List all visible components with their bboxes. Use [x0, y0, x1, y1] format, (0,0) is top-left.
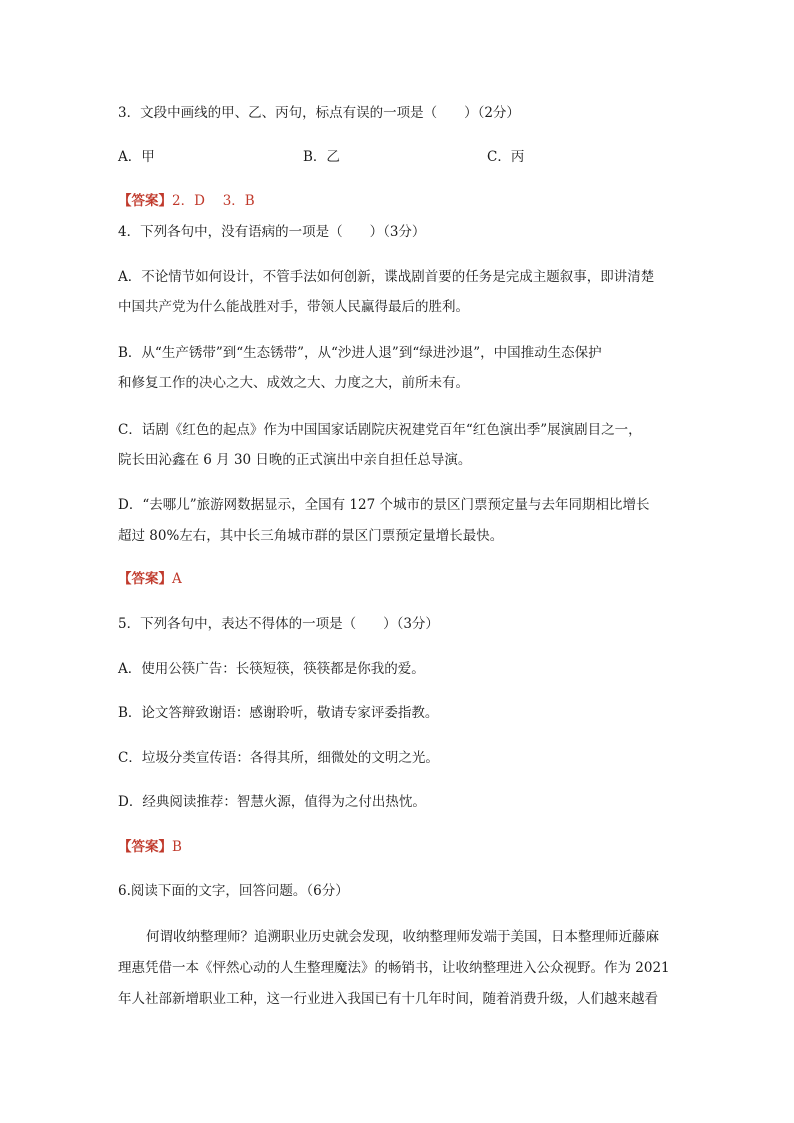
- question-3-option-a: A．甲: [118, 149, 155, 165]
- question-4-option-b-line2: 和修复工作的决心之大、成效之大、力度之大，前所未有。: [118, 375, 469, 391]
- question-4-option-c-line2: 院长田沁鑫在 6 月 30 日晚的正式演出中亲自担任总导演。: [118, 452, 472, 468]
- question-4-option-a-line2: 中国共产党为什么能战胜对手，带领人民赢得最后的胜利。: [118, 299, 469, 315]
- answer-value: 2．D 3．B: [172, 193, 255, 209]
- question-4-option-c-line1: C．话剧《红色的起点》作为中国国家话剧院庆祝建党百年“红色演出季”展演剧目之一，: [118, 422, 642, 438]
- question-4-stem: 4．下列各句中，没有语病的一项是（ ）（3分）: [118, 224, 426, 240]
- answer-4: [118, 569, 182, 589]
- question-5-option-b: B．论文答辩致谢语：感谢聆听，敬请专家评委指教。: [118, 705, 439, 721]
- question-3-option-b: B．乙: [303, 149, 340, 165]
- answer-tag: 【答案】: [118, 571, 172, 587]
- question-3-stem: 3．文段中画线的甲、乙、丙句，标点有误的一项是（ ）（2分）: [118, 105, 520, 121]
- question-5-option-a: A．使用公筷广告：长筷短筷，筷筷都是你我的爱。: [118, 661, 425, 677]
- answer-5: [118, 837, 182, 857]
- question-4-option-a-line1: A．不论情节如何设计，不管手法如何创新，谍战剧首要的任务是完成主题叙事，即讲清楚: [118, 269, 655, 285]
- answer-tag: 【答案】: [118, 839, 172, 855]
- answer-2-3: [118, 191, 255, 211]
- question-3-option-c: C．丙: [487, 149, 525, 165]
- answer-tag: 【答案】: [118, 193, 172, 209]
- question-5-option-d: D．经典阅读推荐：智慧火源，值得为之付出热忱。: [118, 794, 426, 810]
- passage-line-3: 年人社部新增职业工种，这一行业进入我国已有十几年时间，随着消费升级，人们越来越看: [118, 991, 658, 1007]
- question-4-option-d-line2: 超过 80%左右，其中长三角城市群的景区门票预定量增长最快。: [118, 528, 504, 544]
- question-4-option-b-line1: B．从“生产锈带”到“生态锈带”，从“沙进人退”到“绿进沙退”，中国推动生态保护: [118, 345, 602, 361]
- question-6-stem: 6.阅读下面的文字，回答问题。（6分）: [118, 883, 349, 899]
- passage-line-2: 理惠凭借一本《怦然心动的人生整理魔法》的畅销书，让收纳整理进入公众视野。作为 2021: [118, 960, 670, 976]
- answer-value: A: [172, 571, 182, 587]
- question-4-option-d-line1: D．“去哪儿”旅游网数据显示，全国有 127 个城市的景区门票预定量与去年同期相比增长: [118, 497, 650, 513]
- question-5-stem: 5．下列各句中，表达不得体的一项是（ ）（3分）: [118, 616, 439, 632]
- answer-value: B: [172, 839, 182, 855]
- question-5-option-c: C．垃圾分类宣传语：各得其所，细微处的文明之光。: [118, 750, 439, 766]
- passage-line-1: 何谓收纳整理师？追溯职业历史就会发现，收纳整理师发端于美国，日本整理师近藤麻: [146, 929, 659, 945]
